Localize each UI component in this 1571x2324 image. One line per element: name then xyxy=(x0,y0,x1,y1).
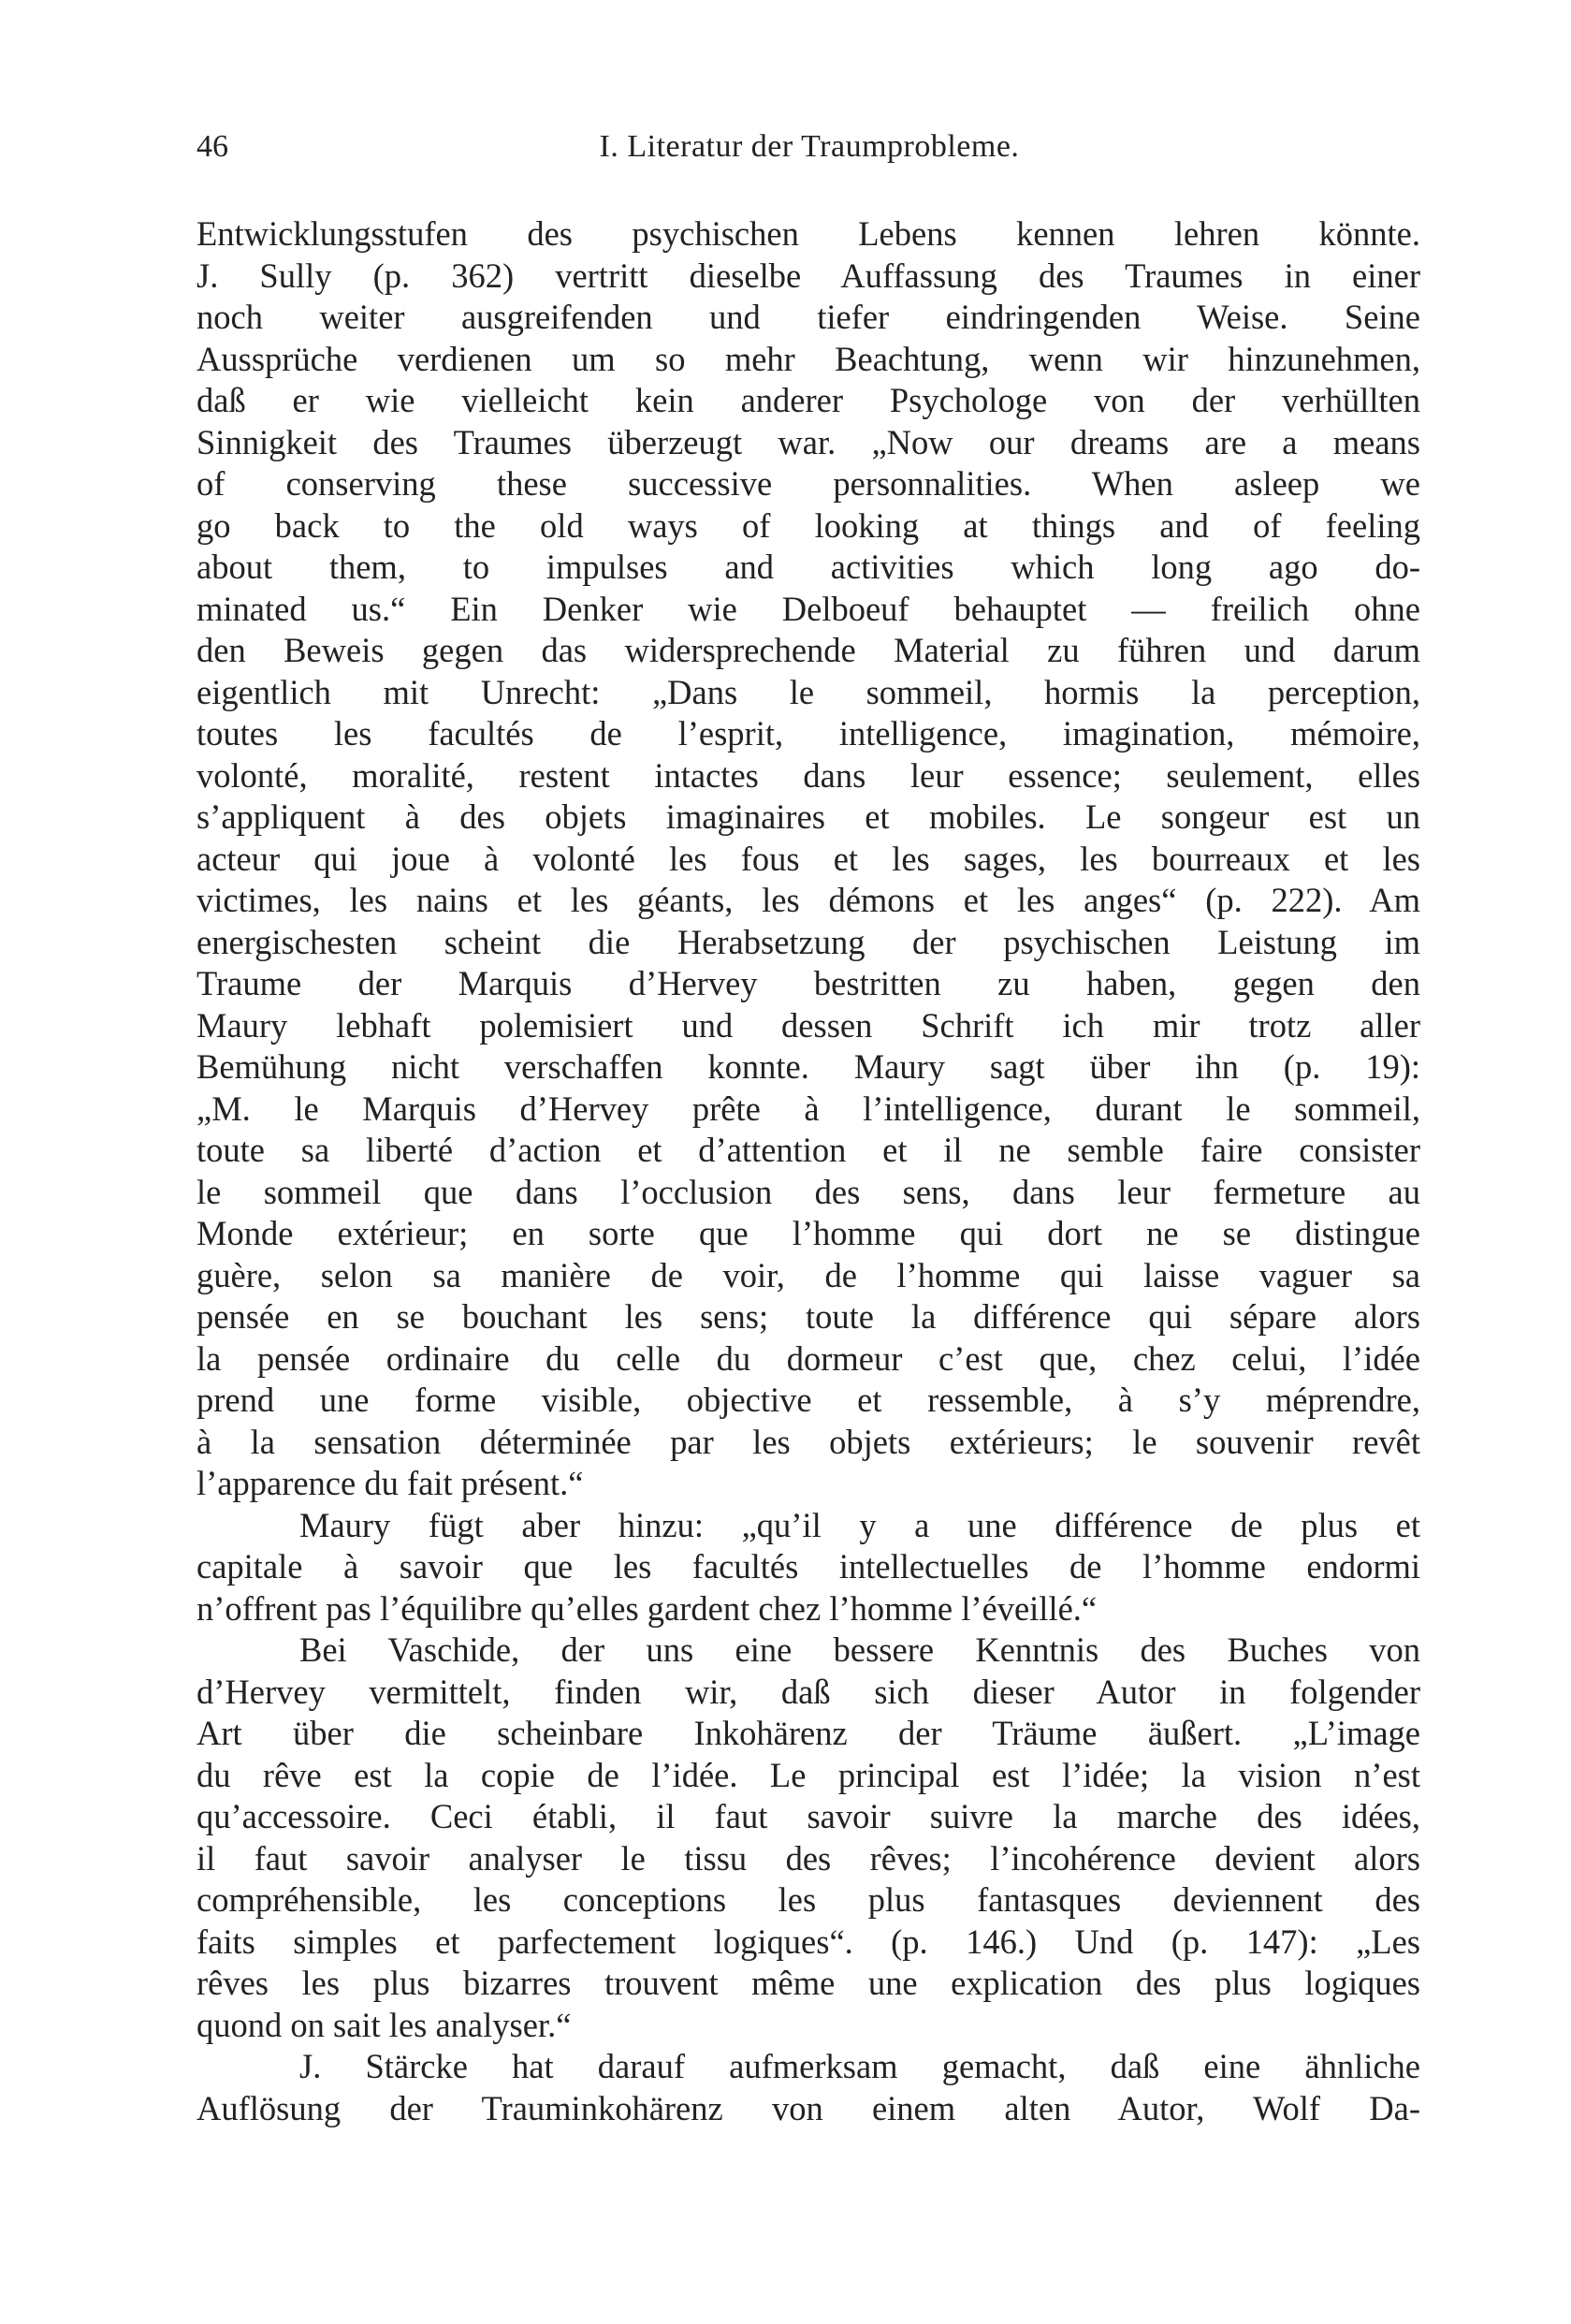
text-line: go back to the old ways of looking at things and of feeling xyxy=(196,505,1420,545)
text-line: Aussprüche verdienen um so mehr Beachtung, wenn wir hinzunehmen, xyxy=(196,339,1420,378)
text-line: Traume der Marquis d’Hervey bestritten zu haben, gegen den xyxy=(196,964,1420,1002)
text-line: Auflösung der Trauminkohärenz von einem alten Autor, Wolf Da- xyxy=(196,2088,1420,2127)
page-number: 46 xyxy=(196,129,228,164)
text-line: energischesten scheint die Herabsetzung der psychischen Leistung im xyxy=(196,922,1420,961)
text-line: victimes, les nains et les géants, les démons et les anges“ (p. 222). Am xyxy=(196,881,1420,919)
text-line: guère, selon sa manière de voir, de l’homme qui laisse vaguer sa xyxy=(196,1255,1420,1294)
text-line: l’apparence du fait présent.“ xyxy=(196,1464,584,1502)
text-line: Art über die scheinbare Inkohärenz der Träume äußert. „L’image xyxy=(196,1714,1420,1752)
text-line: le sommeil que dans l’occlusion des sens, dans leur fermeture au xyxy=(196,1172,1420,1211)
text-line: daß er wie vielleicht kein anderer Psychologe von der verhüllten xyxy=(196,381,1420,419)
text-line: rêves les plus bizarres trouvent même une explication des plus logiques xyxy=(196,1964,1420,2002)
text-line: J. Sully (p. 362) vertritt dieselbe Auffassung des Traumes in einer xyxy=(196,256,1420,295)
text-line: noch weiter ausgreifenden und tiefer eindringenden Weise. Seine xyxy=(196,298,1420,336)
text-line: J. Stärcke hat darauf aufmerksam gemacht, daß eine ähnliche xyxy=(299,2047,1420,2085)
text-line: Entwicklungsstufen des psychischen Lebens kennen lehren könnte. xyxy=(196,214,1420,253)
page-header xyxy=(196,129,1422,185)
text-line: „M. le Marquis d’Hervey prête à l’intelligence, durant le sommeil, xyxy=(196,1089,1420,1128)
text-line: n’offrent pas l’équilibre qu’elles gardent chez l’homme l’éveillé.“ xyxy=(196,1588,1098,1628)
text-line: Sinnigkeit des Traumes überzeugt war. „Now our dreams are a means xyxy=(196,422,1420,461)
running-title: I. Literatur der Traumprobleme. xyxy=(599,129,1020,164)
text-line: la pensée ordinaire du celle du dormeur c’est que, chez celui, l’idée xyxy=(196,1338,1420,1378)
text-line: d’Hervey vermittelt, finden wir, daß sich dieser Autor in folgender xyxy=(196,1672,1420,1711)
text-line: acteur qui joue à volonté les fous et les sages, les bourreaux et les xyxy=(196,839,1420,878)
text-line: capitale à savoir que les facultés intellectuelles de l’homme endormi xyxy=(196,1547,1420,1586)
text-line: quond on sait les analyser.“ xyxy=(196,2005,572,2044)
text-line: du rêve est la copie de l’idée. Le principal est l’idée; la vision n’est xyxy=(196,1755,1420,1794)
text-line: toute sa liberté d’action et d’attention et il ne semble faire consister xyxy=(196,1131,1420,1169)
text-line: qu’accessoire. Ceci établi, il faut savoir suivre la marche des idées, xyxy=(196,1797,1420,1835)
text-line: prend une forme visible, objective et ressemble, à s’y méprendre, xyxy=(196,1381,1420,1419)
text-line: Bemühung nicht verschaffen konnte. Maury sagt über ihn (p. 19): xyxy=(196,1047,1420,1086)
text-line: Bei Vaschide, der uns eine bessere Kenntnis des Buches von xyxy=(299,1630,1420,1669)
text-line: Maury fügt aber hinzu: „qu’il y a une différence de plus et xyxy=(299,1505,1420,1544)
text-line: minated us.“ Ein Denker wie Delboeuf behauptet — freilich ohne xyxy=(196,589,1420,628)
body-text xyxy=(196,213,1420,2129)
text-line: Maury lebhaft polemisiert und dessen Schrift ich mir trotz aller xyxy=(196,1005,1420,1045)
text-line: eigentlich mit Unrecht: „Dans le sommeil, hormis la perception, xyxy=(196,672,1420,711)
text-line: toutes les facultés de l’esprit, intelligence, imagination, mémoire, xyxy=(196,714,1420,753)
text-line: Monde extérieur; en sorte que l’homme qui dort ne se distingue xyxy=(196,1214,1420,1252)
text-line: den Beweis gegen das widersprechende Material zu führen und darum xyxy=(196,631,1420,669)
text-line: il faut savoir analyser le tissu des rêves; l’incohérence devient alors xyxy=(196,1838,1420,1878)
text-line: faits simples et parfectement logiques“. (p. 146.) Und (p. 147): „Les xyxy=(196,1922,1420,1961)
text-line: about them, to impulses and activities which long ago do- xyxy=(196,548,1420,586)
text-line: of conserving these successive personnalities. When asleep we xyxy=(196,464,1420,503)
text-line: compréhensible, les conceptions les plus fantasques deviennent des xyxy=(196,1880,1420,1919)
text-line: volonté, moralité, restent intactes dans leur essence; seulement, elles xyxy=(196,755,1420,795)
text-line: à la sensation déterminée par les objets extérieurs; le souvenir revêt xyxy=(196,1422,1420,1461)
text-line: s’appliquent à des objets imaginaires et mobiles. Le songeur est un xyxy=(196,797,1420,836)
text-line: pensée en se bouchant les sens; toute la différence qui sépare alors xyxy=(196,1297,1420,1336)
